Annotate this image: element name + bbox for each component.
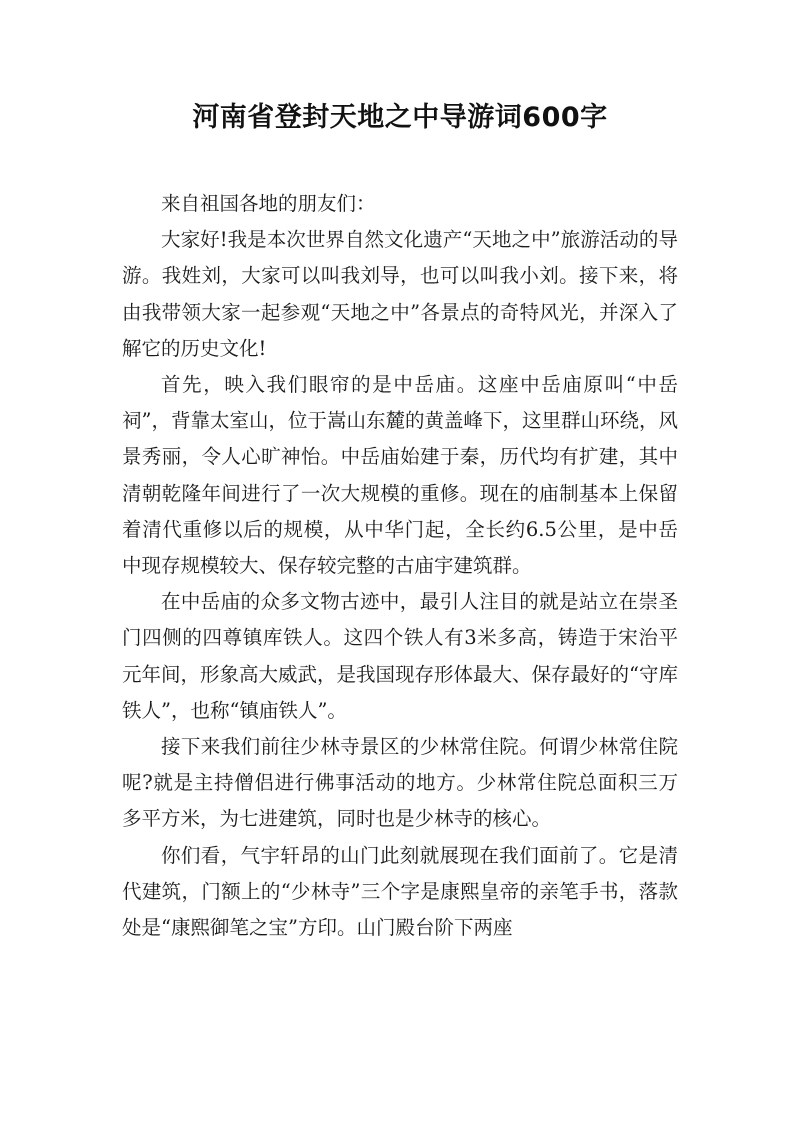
document-body [122,186,678,946]
paragraph-iron-guardians: 在中岳庙的众多文物古迹中，最引人注目的就是站立在崇圣门四侧的四尊镇库铁人。这四个铁人有3米多高，铸造于宋治平元年间，形象高大威武，是我国现存形体最大、保存最好的“守库铁人”，也称“镇庙铁人”。 [122,590,678,722]
paragraph-zhongyue-temple: 首先，映入我们眼帘的是中岳庙。这座中岳庙原叫“中岳祠”，背靠太室山，位于嵩山东麓的黄盖峰下，这里群山环绕，风景秀丽，令人心旷神怡。中岳庙始建于秦，历代均有扩建，其中清朝乾隆年间进行了一次大规模的重修。现在的庙制基本上保留着清代重修以后的规模，从中华门起，全长约6.5公里，是中岳中现存规模较大、保存较完整的古庙宇建筑群。 [122,373,678,578]
paragraph-introduction: 大家好!我是本次世界自然文化遗产“天地之中”旅游活动的导游。我姓刘，大家可以叫我刘导，也可以叫我小刘。接下来，将由我带领大家一起参观“天地之中”各景点的奇特风光，并深入了解它的历史文化! [122,228,678,360]
paragraph-shaolin-changzhuyuan: 接下来我们前往少林寺景区的少林常住院。何谓少林常住院呢?就是主持僧侣进行佛事活动的地方。少林常住院总面积三万多平方米，为七进建筑，同时也是少林寺的核心。 [122,735,678,831]
paragraph-shaolin-gate: 你们看，气宇轩昂的山门此刻就展现在我们面前了。它是清代建筑，门额上的“少林寺”三个字是康熙皇帝的亲笔手书，落款处是“康熙御笔之宝”方印。山门殿台阶下两座 [122,843,678,940]
document-title: 河南省登封天地之中导游词600字 [192,102,608,133]
paragraph-greeting: 来自祖国各地的朋友们： [161,192,376,215]
